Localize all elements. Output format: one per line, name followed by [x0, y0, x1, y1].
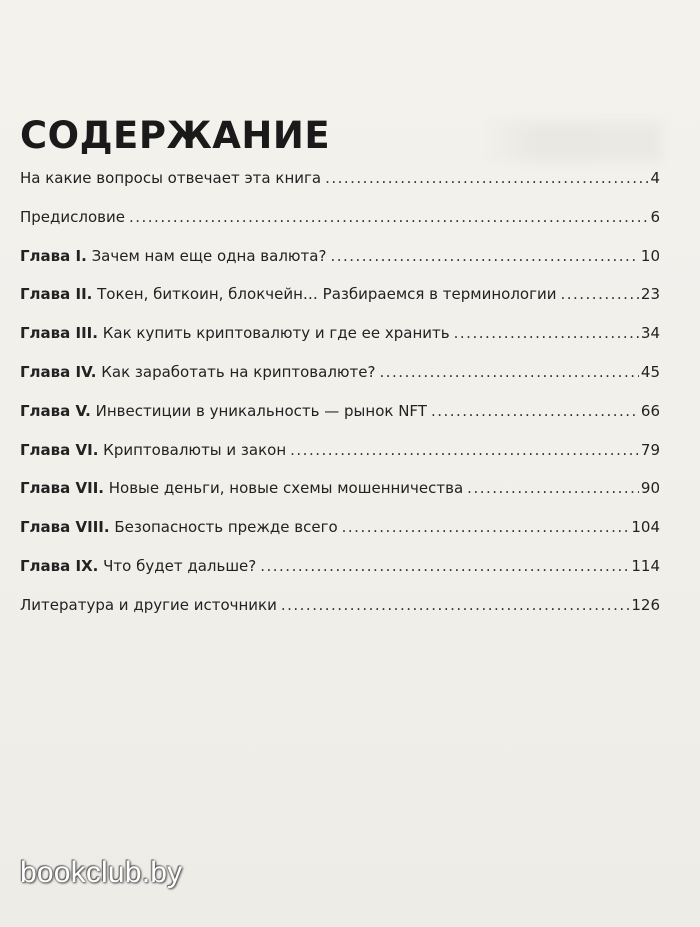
- table-of-contents: [20, 168, 660, 634]
- toc-entry-label: [20, 246, 326, 266]
- chapter-prefix: Глава VIII.: [20, 518, 110, 537]
- entry-title: Как купить криптовалюту и где ее хранить: [97, 324, 450, 343]
- toc-entry-label: [20, 595, 277, 615]
- toc-entry: [20, 595, 660, 634]
- chapter-prefix: Глава III.: [20, 324, 98, 343]
- dot-leader: [260, 556, 629, 576]
- page-number: 23: [640, 285, 660, 304]
- dot-leader: [325, 168, 648, 188]
- entry-title: Что будет дальше?: [98, 556, 257, 575]
- chapter-prefix: Глава VI.: [20, 440, 99, 459]
- toc-entry-label: [20, 362, 376, 382]
- entry-title: Безопасность прежде всего: [109, 518, 338, 537]
- toc-entry-label: [20, 401, 427, 421]
- toc-entry: [20, 168, 660, 207]
- toc-entry: [20, 440, 660, 479]
- toc-entry: [20, 362, 660, 401]
- entry-title: Токен, биткоин, блокчейн… Разбираемся в терминологии: [92, 285, 557, 304]
- toc-entry: [20, 401, 660, 440]
- toc-entry: [20, 323, 660, 362]
- chapter-prefix: Глава IV.: [20, 362, 97, 381]
- page-number: 10: [640, 246, 660, 265]
- page-number: 126: [631, 595, 660, 614]
- dot-leader: [290, 440, 639, 460]
- entry-title: Литература и другие источники: [20, 595, 277, 614]
- dot-leader: [281, 595, 630, 615]
- toc-entry-label: [20, 556, 256, 576]
- chapter-prefix: Глава IX.: [20, 556, 99, 575]
- dot-leader: [129, 207, 648, 227]
- dot-leader: [342, 517, 630, 537]
- chapter-prefix: Глава I.: [20, 246, 87, 265]
- entry-title: На какие вопросы отвечает эта книга: [20, 169, 322, 187]
- chapter-prefix: Глава VII.: [20, 479, 104, 498]
- page-number: 66: [640, 401, 660, 420]
- chapter-prefix: Глава V.: [20, 401, 91, 420]
- entry-title: Криптовалюты и закон: [98, 440, 287, 459]
- toc-entry: [20, 517, 660, 556]
- toc-entry-label: [20, 440, 286, 460]
- toc-entry: [20, 556, 660, 595]
- page-number: 79: [640, 440, 660, 459]
- dot-leader: [380, 362, 639, 382]
- entry-title: Предисловие: [20, 207, 125, 226]
- page-number: 6: [650, 207, 660, 226]
- dot-leader: [454, 323, 639, 343]
- dot-leader: [330, 246, 638, 266]
- chapter-prefix: Глава II.: [20, 285, 93, 304]
- toc-entry-label: [20, 323, 450, 343]
- dot-leader: [431, 401, 639, 421]
- page-number: 34: [640, 324, 660, 343]
- entry-title: Новые деньги, новые схемы мошенничества: [103, 479, 464, 498]
- toc-entry: [20, 207, 660, 246]
- bleed-through-shadow: [482, 122, 662, 162]
- page-number: 90: [640, 479, 660, 498]
- toc-entry-label: [20, 168, 321, 188]
- toc-entry: [20, 284, 660, 323]
- page-number: 45: [640, 362, 660, 381]
- entry-title: Инвестиции в уникальность — рынок NFT: [90, 401, 427, 420]
- dot-leader: [467, 478, 639, 498]
- toc-entry: [20, 478, 660, 517]
- toc-entry: [20, 246, 660, 285]
- toc-entry-label: [20, 207, 125, 227]
- dot-leader: [560, 284, 638, 304]
- page-number: 4: [650, 169, 660, 187]
- page-title: СОДЕРЖАНИЕ: [20, 114, 331, 157]
- toc-entry-label: [20, 478, 463, 498]
- toc-entry-label: [20, 284, 556, 304]
- site-watermark: bookclub.by: [20, 856, 183, 889]
- toc-entry-label: [20, 517, 338, 537]
- entry-title: Как заработать на криптовалюте?: [96, 362, 376, 381]
- entry-title: Зачем нам еще одна валюта?: [86, 246, 327, 265]
- page-number: 114: [631, 556, 660, 575]
- page-number: 104: [631, 518, 660, 537]
